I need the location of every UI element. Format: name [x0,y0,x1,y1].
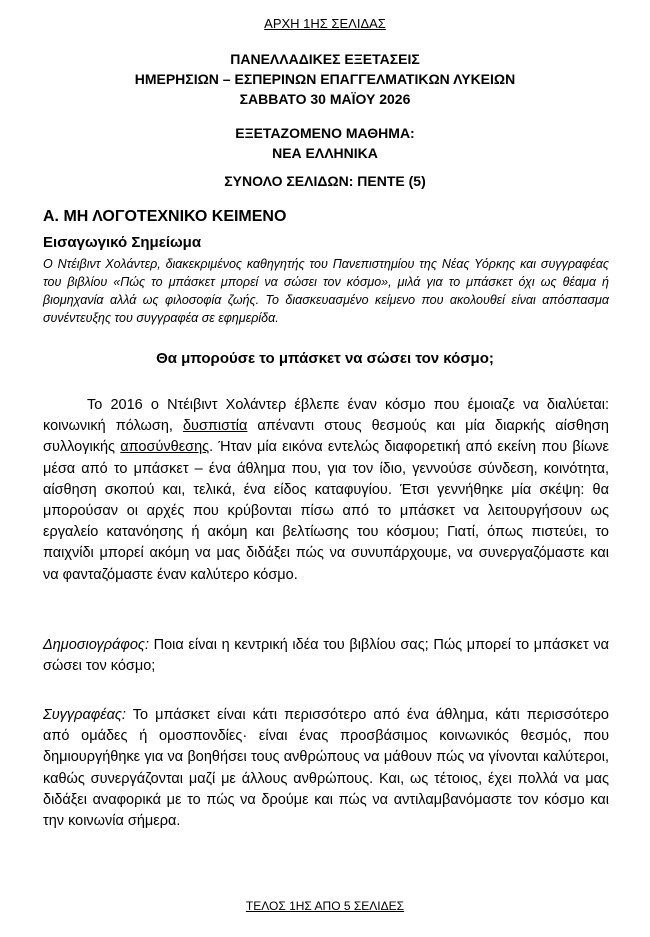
header-line-2: ΗΜΕΡΗΣΙΩΝ – ΕΣΠΕΡΙΝΩΝ ΕΠΑΓΓΕΛΜΑΤΙΚΩΝ ΛΥΚΕΙΩΝ [134,71,516,87]
page-start-marker: ΑΡΧΗ 1ΗΣ ΣΕΛΙΔΑΣ [264,16,386,31]
page-end-marker: ΤΕΛΟΣ 1ΗΣ ΑΠΟ 5 ΣΕΛΙΔΕΣ [245,899,405,913]
exam-header [0,49,650,163]
subject-label: ΕΞΕΤΑΖΟΜΕΝΟ ΜΑΘΗΜΑ: [235,125,415,141]
header-line-1: ΠΑΝΕΛΛΑΔΙΚΕΣ ΕΞΕΤΑΣΕΙΣ [230,51,420,67]
section-title: Α. ΜΗ ΛΟΓΟΤΕΧΝΙΚΟ ΚΕΙΜΕΝΟ [43,208,287,225]
header-date: ΣΑΒΒΑΤΟ 30 ΜΑΪΟΥ 2026 [239,91,411,107]
underlined-word-1: δυσπιστία [182,418,248,435]
speaker-journalist: Δημοσιογράφος: [43,637,149,653]
paragraph-1-part-3: . Ήταν μία εικόνα εντελώς διαφορετική από εκείνη που βίωνε μέσα από το μπάσκετ – ένα άθλημα που, για τον ίδιο, γεννούσε σύνδεση, κοινότητα, αίσθηση σκοπού και, τελικά, ένα είδος καταφυγίου. Έτσι γεννήθηκε μία σκέψη: θα μπορούσαν οι αρχές που κρύβονται πίσω από το μπάσκετ να λειτουργήσουν ως εργαλείο κατανόησης ή ακόμη και βελτίωσης του κόσμου; Γιατί, όπως πιστεύει, το παιχνίδι μπορεί ακόμη να μας διδάξει πώς να συνυπάρχουμε, να συνεργαζόμαστε και να φανταζόμαστε έναν καλύτερο κόσμο. [43,439,609,583]
paragraph-3 [43,705,609,832]
total-pages: ΣΥΝΟΛΟ ΣΕΛΙΔΩΝ: ΠΕΝΤΕ (5) [224,173,426,189]
intro-label: Εισαγωγικό Σημείωμα [43,234,202,251]
paragraph-1 [43,395,609,586]
journalist-question: Ποια είναι η κεντρική ιδέα του βιβλίου σας; Πώς μπορεί το μπάσκετ να σώσει τον κόσμο; [43,637,609,675]
article-title: Θα μπορούσε το μπάσκετ να σώσει τον κόσμο; [156,350,494,367]
intro-text: Ο Ντέιβιντ Χολάντερ, διακεκριμένος καθηγητής του Πανεπιστημίου της Νέας Υόρκης και συγγραφέας του βιβλίου «Πώς το μπάσκετ μπορεί να σώσει τον κόσμο», μιλά για το μπάσκετ όχι ως θέαμα ή βιομηχανία αλλά ως φιλοσοφία ζωής. Το διασκευασμένο κείμενο που ακολουθεί είναι απόσπασμα συνέντευξης του συγγραφέα σε εφημερίδα. [43,257,609,325]
paragraph-1-part-2: απέναντι στους θεσμούς και μία διαρκής αίσθηση συλλογικής [43,418,609,456]
paragraph-1-part-1: Το 2016 ο Ντέιβιντ Χολάντερ έβλεπε έναν κόσμο που έμοιαζε να διαλύεται: κοινωνική πόλωση, [43,397,609,435]
author-answer: Το μπάσκετ είναι κάτι περισσότερο από ένα άθλημα, κάτι περισσότερο από ομάδες ή ομοσπονδίες· είναι ένας προσβάσιμος κοινωνικός θεσμός, που δημιουργήθηκε για να βοηθήσει τους ανθρώπους να μάθουν πώς να γίνονται καλύτεροι, καθώς συνεργάζονται μαζί με άλλους ανθρώπους. Και, ως τέτοιος, έχει πολλά να μας διδάξει αναφορικά με το πώς να δρούμε και πώς να αντιλαμβανόμαστε τον κόσμο και την κοινωνία σήμερα. [43,707,609,830]
subject-name: ΝΕΑ ΕΛΛΗΝΙΚΑ [272,145,378,161]
speaker-author: Συγγραφέας: [43,707,126,723]
paragraph-2 [43,635,609,677]
underlined-word-2: αποσύνθεσης [120,439,210,456]
